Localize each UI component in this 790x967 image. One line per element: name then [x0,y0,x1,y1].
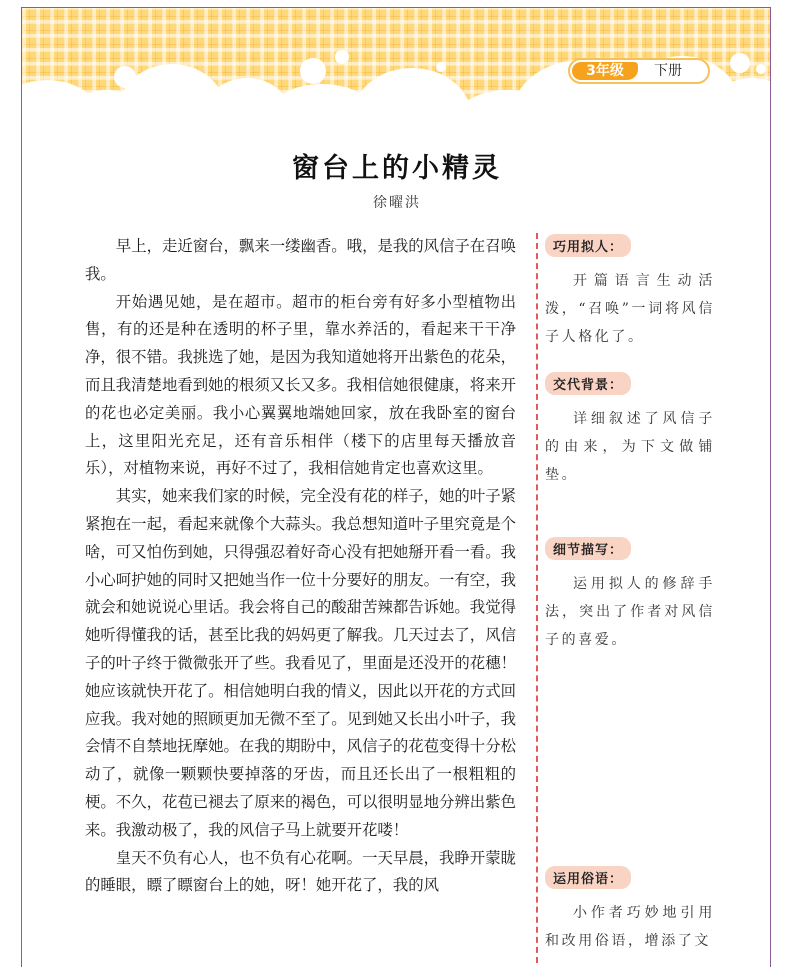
note-tag: 巧用拟人： [545,234,631,257]
margin-note [545,537,715,654]
note-tag: 运用俗语： [545,866,631,889]
margin-divider [536,233,538,967]
article-body [85,233,516,900]
margin-note [545,866,715,955]
paragraph: 开始遇见她，是在超市。超市的柜台旁有好多小型植物出售，有的还是种在透明的杯子里，靠水养活的，看起来干干净净，很不错。我挑选了她，是因为我知道她将开出紫色的花朵，而且我清楚地看到她的根须又长又多。我相信她很健康，将来开的花也必定美丽。我小心翼翼地端她回家，放在我卧室的窗台上，这里阳光充足，还有音乐相伴（楼下的店里每天播放音乐），对植物来说，再好不过了，我相信她肯定也喜欢这里。 [85,292,516,478]
margin-note [545,234,715,351]
note-text: 小作者巧妙地引用和改用俗语，增添了文 [545,905,715,949]
note-text: 运用拟人的修辞手法，突出了作者对风信子的喜爱。 [545,576,715,648]
grade-badge: 3年级 [572,62,638,80]
margin-note [545,372,715,489]
page [21,7,771,967]
note-text: 开篇语言生动活泼，“召唤”一词将风信子人格化了。 [545,273,715,345]
article-author: 徐曜洪 [373,195,421,211]
note-tag: 交代背景： [545,372,631,395]
paragraph: 其实，她来我们家的时候，完全没有花的样子，她的叶子紧紧抱在一起，看起来就像个大蒜头。我总想知道叶子里究竟是个啥，可又怕伤到她，只得强忍着好奇心没有把她掰开看一看。我小心呵护她的同时又把她当作一位十分要好的朋友。一有空，我就会和她说说心里话。我会将自己的酸甜苦辣都告诉她。我觉得她听得懂我的话，甚至比我的妈妈更了解我。几天过去了，风信子的叶子终于微微张开了些。我看见了，里面是还没开的花穗！她应该就快开花了。相信她明白我的情义，因此以开花的方式回应我。我对她的照顾更加无微不至了。见到她又长出小叶子，我会情不自禁地抚摩她。在我的期盼中，风信子的花苞变得十分松动了，就像一颗颗快要掉落的牙齿，而且还长出了一根粗粗的梗。不久，花苞已褪去了原来的褐色，可以很明显地分辨出紫色来。我激动极了，我的风信子马上就要开花喽！ [85,487,516,839]
paragraph: 皇天不负有心人，也不负有心花啊。一天早晨，我睁开蒙眬的睡眼，瞟了瞟窗台上的她，呀！她开花了，我的风 [85,848,516,895]
grade-tab [568,58,710,84]
article-title: 窗台上的小精灵 [292,153,502,184]
note-tag: 细节描写： [545,537,631,560]
paragraph: 早上，走近窗台，飘来一缕幽香。哦，是我的风信子在召唤我。 [85,237,516,283]
term-label: 下册 [654,63,682,79]
note-text: 详细叙述了风信子的由来，为下文做铺垫。 [545,411,715,483]
